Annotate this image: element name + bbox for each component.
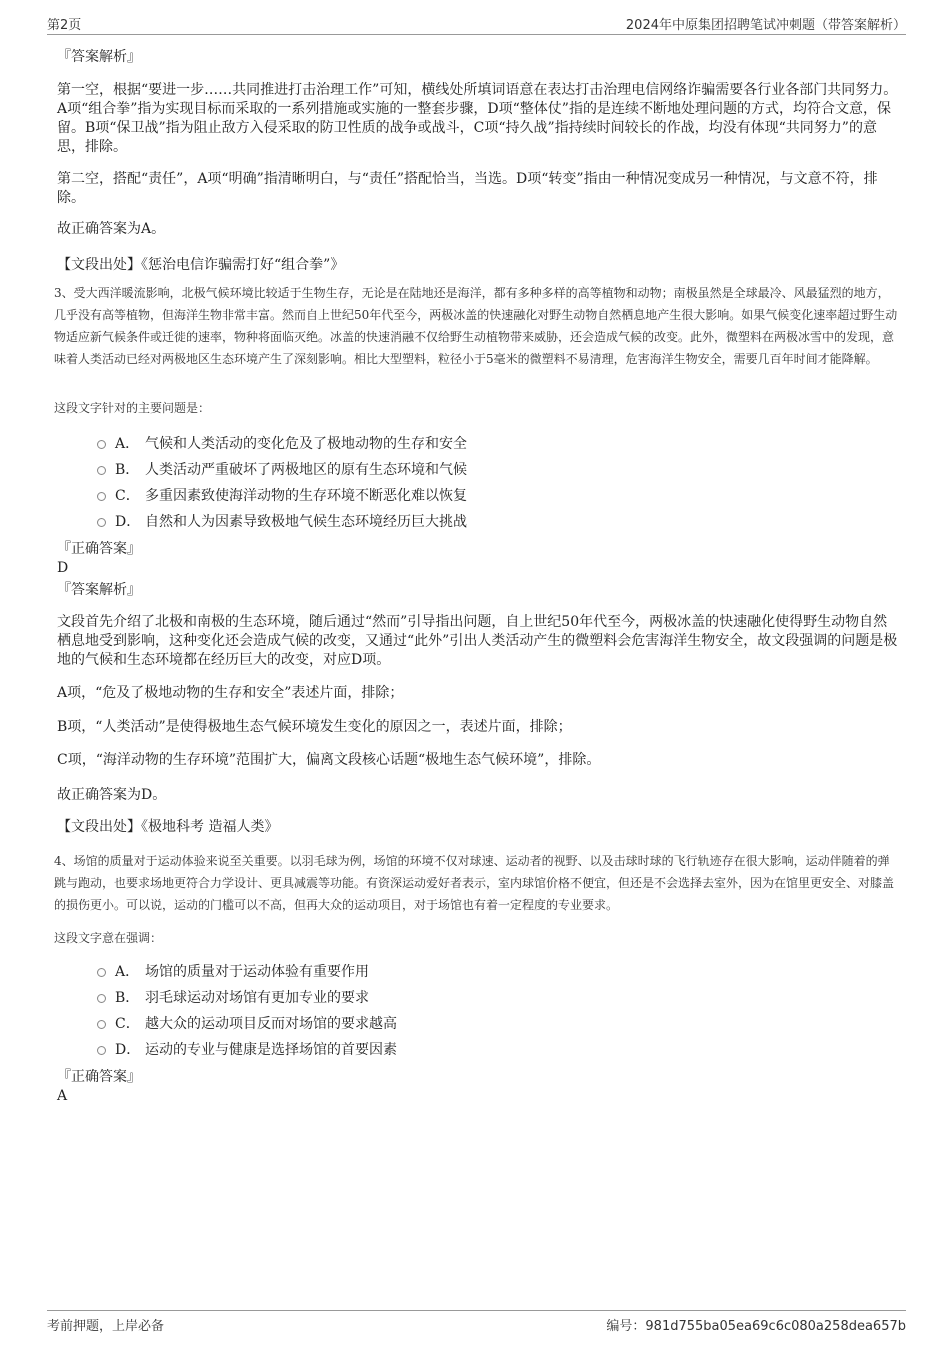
q2-analysis-heading: 『答案解析』 xyxy=(57,49,141,65)
radio-icon[interactable] xyxy=(97,1020,106,1029)
q2-analysis-para1: 第一空，根据“要进一步……共同推进打击治理工作”可知，横线处所填词语意在表达打击治理电信网络诈骗需要各行业各部门共同努力。A项“组合拳”指为实现目标而采取的一系列措施或实施的一整套步骤，D项“整体仗”指的是连续不断地处理问题的方式，均符合文意，保留。B项“保卫战”指为阻止敌方入侵采取的防卫性质的战争或战斗，C项“持久战”指持续时间较长的作战，均没有体现“共同努力”的意思，排除。 xyxy=(57,82,898,155)
option-letter: D． xyxy=(115,1042,141,1058)
radio-icon[interactable] xyxy=(97,466,106,475)
q3-question: 这段文字针对的主要问题是： xyxy=(54,401,211,415)
page-header xyxy=(47,14,906,35)
q3-eliminate-b: B项，“人类活动”是使得极地生态气候环境发生变化的原因之一，表述片面，排除； xyxy=(57,719,572,735)
option-letter: D． xyxy=(115,514,141,530)
option-text: 运动的专业与健康是选择场馆的首要因素 xyxy=(145,1042,397,1058)
option-letter: B． xyxy=(115,990,140,1006)
q2-conclusion: 故正确答案为A。 xyxy=(57,221,166,237)
option-letter: A． xyxy=(115,964,140,980)
option-text: 多重因素致使海洋动物的生存环境不断恶化难以恢复 xyxy=(145,488,467,504)
code-value: 981d755ba05ea69c6c080a258dea657b xyxy=(645,1319,906,1334)
q4-question: 这段文字意在强调： xyxy=(54,931,163,945)
q4-answer: A xyxy=(57,1088,68,1104)
q3-option-c[interactable] xyxy=(97,486,467,506)
q3-eliminate-a: A项，“危及了极地动物的生存和安全”表述片面，排除； xyxy=(57,685,404,701)
q4-option-a[interactable] xyxy=(97,962,369,982)
radio-icon[interactable] xyxy=(97,968,106,977)
document-code xyxy=(606,1315,906,1334)
radio-icon[interactable] xyxy=(97,440,106,449)
document-title: 2024年中原集团招聘笔试冲刺题（带答案解析） xyxy=(625,18,906,33)
q2-analysis-para2: 第二空，搭配“责任”，A项“明确”指清晰明白，与“责任”搭配恰当，当选。D项“转变”指由一种情况变成另一种情况，与文意不符，排除。 xyxy=(57,171,878,206)
page-number: 第2页 xyxy=(47,18,82,33)
q3-option-a[interactable] xyxy=(97,434,467,454)
q3-option-d[interactable] xyxy=(97,512,467,532)
option-text: 越大众的运动项目反而对场馆的要求越高 xyxy=(145,1016,397,1032)
q3-analysis-heading: 『答案解析』 xyxy=(57,582,141,598)
code-label: 编号： xyxy=(606,1319,646,1334)
q3-stem: 3、受大西洋暖流影响，北极气候环境比较适于生物生存，无论是在陆地还是海洋，都有多种多样的高等植物和动物；南极虽然是全球最冷、风最猛烈的地方，几乎没有高等植物，但海洋生物非常丰富。然而自上世纪50年代至今，两极冰盖的快速融化对野生动物自然栖息地产生很大影响。如果气候变化速率超过野生动物适应新气候条件或迁徙的速率，物种将面临灭绝。冰盖的快速消融不仅给野生动植物带来威胁，还会造成气候的改变。此外，微塑料在两极冰雪中的发现，意味着人类活动已经对两极地区生态环境产生了深刻影响。相比大型塑料，粒径小于5毫米的微塑料不易清理，危害海洋生物安全，需要几百年时间才能降解。 xyxy=(54,286,898,366)
option-text: 羽毛球运动对场馆有更加专业的要求 xyxy=(145,990,369,1006)
option-text: 气候和人类活动的变化危及了极地动物的生存和安全 xyxy=(145,436,467,452)
radio-icon[interactable] xyxy=(97,994,106,1003)
q2-source: 【文段出处】《惩治电信诈骗需打好“组合拳”》 xyxy=(57,257,345,273)
q4-option-d[interactable] xyxy=(97,1040,397,1060)
page-footer xyxy=(47,1310,906,1333)
radio-icon[interactable] xyxy=(97,1046,106,1055)
q3-conclusion: 故正确答案为D。 xyxy=(57,787,167,803)
option-text: 人类活动严重破坏了两极地区的原有生态环境和气候 xyxy=(145,462,467,478)
q4-option-b[interactable] xyxy=(97,988,369,1008)
option-letter: C． xyxy=(115,488,140,504)
q3-answer-heading: 『正确答案』 xyxy=(57,541,141,557)
q4-option-c[interactable] xyxy=(97,1014,397,1034)
radio-icon[interactable] xyxy=(97,518,106,527)
option-text: 自然和人为因素导致极地气候生态环境经历巨大挑战 xyxy=(145,514,467,530)
q3-answer: D xyxy=(57,560,69,576)
q3-eliminate-c: C项，“海洋动物的生存环境”范围扩大，偏离文段核心话题“极地生态气候环境”，排除。 xyxy=(57,752,601,768)
q3-option-b[interactable] xyxy=(97,460,467,480)
q4-answer-heading: 『正确答案』 xyxy=(57,1069,141,1085)
option-letter: A． xyxy=(115,436,140,452)
option-text: 场馆的质量对于运动体验有重要作用 xyxy=(145,964,369,980)
radio-icon[interactable] xyxy=(97,492,106,501)
option-letter: B． xyxy=(115,462,140,478)
q4-stem: 4、场馆的质量对于运动体验来说至关重要。以羽毛球为例，场馆的环境不仅对球速、运动者的视野、以及击球时球的飞行轨迹存在很大影响，运动伴随着的弹跳与跑动，也要求场地更符合力学设计、更具减震等功能。有资深运动爱好者表示，室内球馆价格不便宜，但还是不会选择去室外，因为在馆里更安全、对膝盖的损伤更小。可以说，运动的门槛可以不高，但再大众的运动项目，对于场馆也有着一定程度的专业要求。 xyxy=(54,854,895,912)
q3-source: 【文段出处】《极地科考 造福人类》 xyxy=(57,819,279,835)
q3-analysis: 文段首先介绍了北极和南极的生态环境，随后通过“然而”引导指出问题，自上世纪50年代至今，两极冰盖的快速融化使得野生动物自然栖息地受到影响，这种变化还会造成气候的改变，又通过“此外”引出人类活动产生的微塑料会危害海洋生物安全，故文段强调的问题是极地的气候和生态环境都在经历巨大的改变，对应D项。 xyxy=(57,614,898,668)
footer-motto: 考前押题，上岸必备 xyxy=(47,1319,165,1334)
option-letter: C． xyxy=(115,1016,140,1032)
